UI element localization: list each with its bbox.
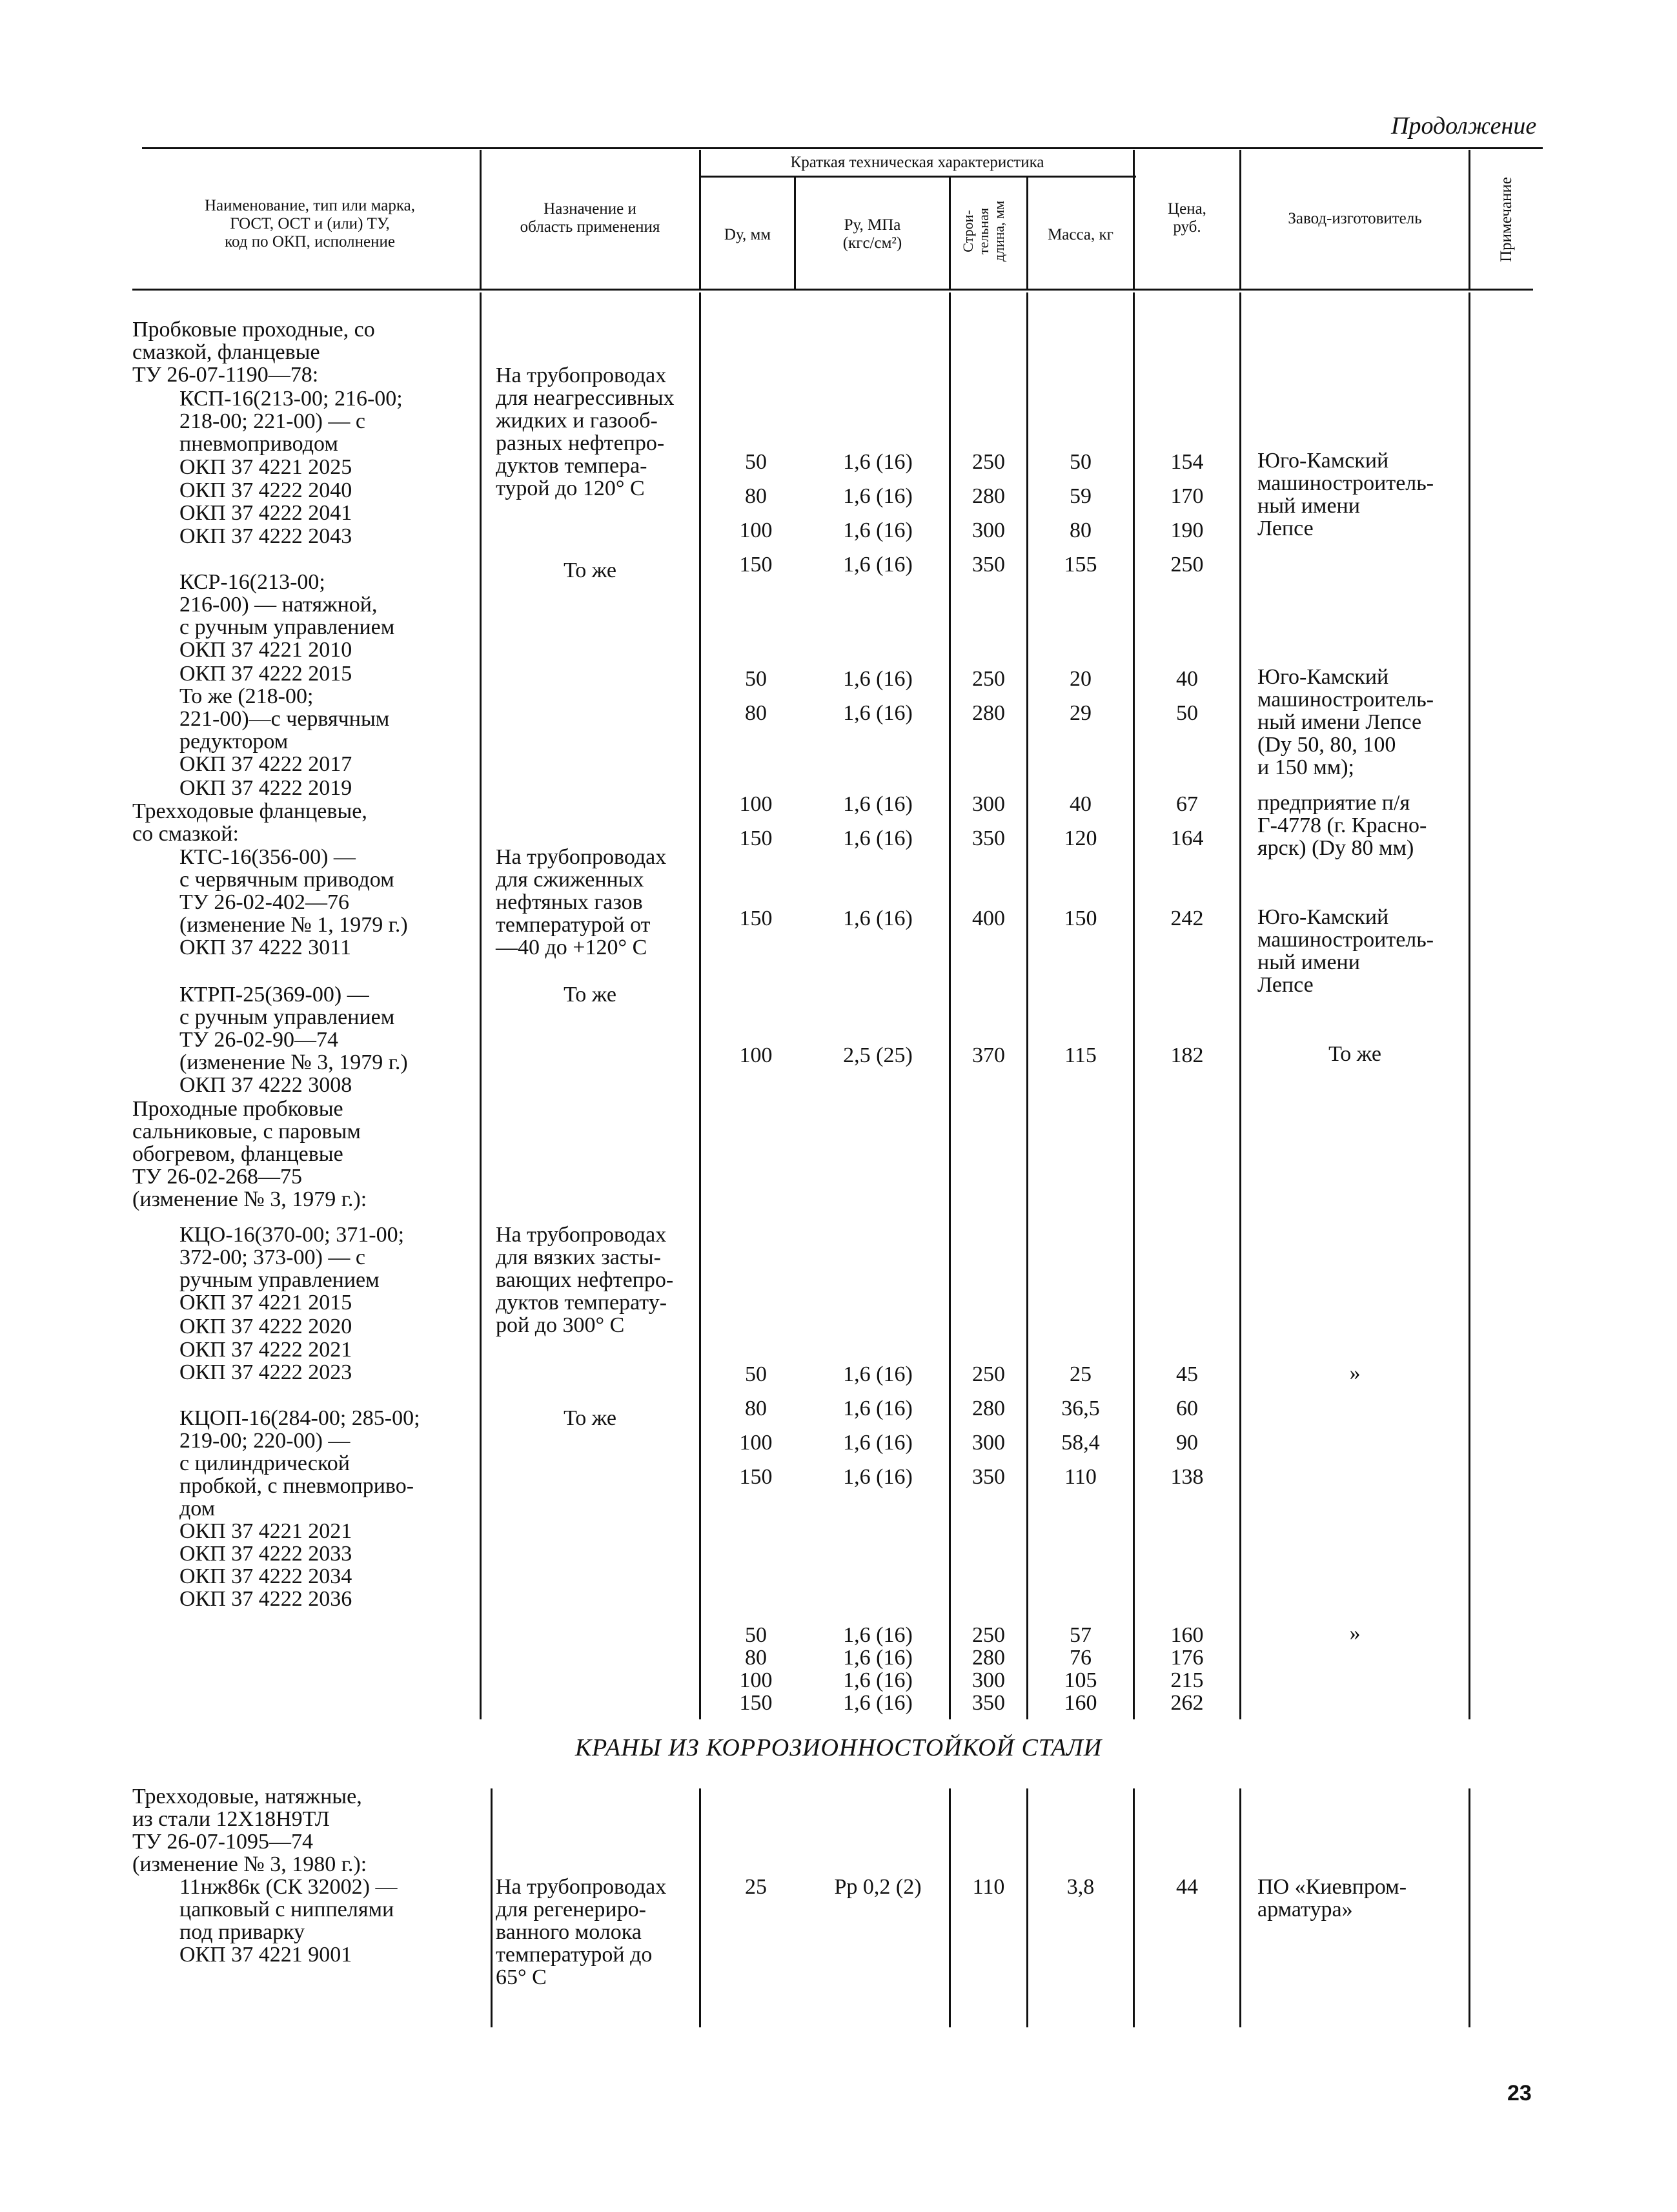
cell-py: 1,6 (16) <box>843 553 913 577</box>
item-name: Проходные пробковые сальниковые, с паровым обогревом, фланцевые ТУ 26-02-268—75 (изменение № 3, 1979 г.): <box>132 1097 367 1211</box>
cell-py: 2,5 (25) <box>843 1043 913 1067</box>
cell-dy: 150 <box>739 1465 773 1489</box>
cell-dy: 80 <box>745 484 767 508</box>
purpose-text: На трубопроводах для неагрессивных жидких и газооб- разных нефтепро- дуктов темпера- турой до 120° С <box>496 364 675 500</box>
section2-divider <box>949 1788 951 2027</box>
continuation-label: Продолжение <box>1391 112 1537 139</box>
cell-dy: 150 <box>739 1691 773 1715</box>
tech-group-rule <box>700 176 1136 178</box>
cell-mass: 110 <box>1064 1465 1097 1489</box>
header-purpose: Назначение и область применения <box>520 200 660 236</box>
cell-mass: 76 <box>1070 1646 1092 1670</box>
section2-divider <box>1239 1788 1241 2027</box>
cell-py: 1,6 (16) <box>843 1668 913 1692</box>
item-name: КТРП-25(369-00) — с ручным управлением ТУ 26-02-90—74 (изменение № 3, 1979 г.) ОКП 37 4222 3008 <box>179 982 408 1097</box>
cell-dy: 80 <box>745 701 767 725</box>
item-name: ОКП 37 4222 2040 <box>179 478 352 502</box>
cell-price: 242 <box>1170 906 1204 930</box>
cell-length: 350 <box>972 1465 1005 1489</box>
cell-mass: 105 <box>1064 1668 1097 1692</box>
item-name: КТС-16(356-00) — с червячным приводом ТУ 26-02-402—76 (изменение № 1, 1979 г.) ОКП 37 4222 3011 <box>179 845 408 959</box>
cell-mass: 50 <box>1070 450 1092 474</box>
cell-price: 182 <box>1170 1043 1204 1067</box>
body-divider <box>1469 292 1470 1719</box>
cell-py: 1,6 (16) <box>843 701 913 725</box>
section2-maker: ПО «Киевпром- арматура» <box>1257 1875 1407 1921</box>
cell-length: 280 <box>972 484 1005 508</box>
cell-mass: 115 <box>1064 1043 1097 1067</box>
section2-divider <box>491 1788 493 2027</box>
cell-dy: 100 <box>739 518 773 542</box>
cell-price: 154 <box>1170 450 1204 474</box>
cell-mass: 80 <box>1070 518 1092 542</box>
cell-py: 1,6 (16) <box>843 826 913 850</box>
item-name: КСР-16(213-00; 216-00) — натяжной, с ручным управлением ОКП 37 4221 2010 <box>179 569 395 662</box>
header-name: Наименование, тип или марка, ГОСТ, ОСТ и (или) ТУ, код по ОКП, исполнение <box>204 197 416 251</box>
header-top-rule <box>142 147 1543 149</box>
item-name: ОКП 37 4222 2023 <box>179 1360 352 1385</box>
cell-length: 350 <box>972 826 1005 850</box>
cell-mass: 29 <box>1070 701 1092 725</box>
cell-py: 1,6 (16) <box>843 1431 913 1455</box>
maker-text: Юго-Камский машиностроитель- ный имени Лепсе <box>1257 905 1434 997</box>
header-py: Pу, МПа (кгс/см²) <box>842 216 902 252</box>
cell-price: 67 <box>1176 792 1198 816</box>
cell-price: 170 <box>1170 484 1204 508</box>
section2-purpose: На трубопроводах для регенериро- ванного молока температурой до 65° С <box>496 1875 667 1989</box>
section2-name-detail: 11нж86к (СК 32002) — цапковый с ниппелями под приварку ОКП 37 4221 9001 <box>179 1875 398 1967</box>
cell-dy: 50 <box>745 1362 767 1386</box>
cell-length: 250 <box>972 450 1005 474</box>
cell-py: 1,6 (16) <box>843 450 913 474</box>
cell-py: 1,6 (16) <box>843 1623 913 1647</box>
item-name: ОКП 37 4222 2043 <box>179 524 352 548</box>
cell-length: 370 <box>972 1043 1005 1067</box>
cell-dy: 100 <box>739 1668 773 1692</box>
section2-length: 110 <box>972 1875 1005 1899</box>
section2-py: Pр 0,2 (2) <box>834 1875 922 1899</box>
cell-length: 280 <box>972 1397 1005 1420</box>
cell-length: 300 <box>972 1431 1005 1455</box>
cell-mass: 59 <box>1070 484 1092 508</box>
cell-length: 300 <box>972 518 1005 542</box>
cell-length: 350 <box>972 553 1005 577</box>
item-name: КЦОП-16(284-00; 285-00; 219-00; 220-00) — с цилиндрической пробкой, с пневмоприво- дом ОКП 37 4221 2021 ОКП 37 4222 2033 ОКП 37 4222 2034 ОКП 37 4222 2036 <box>179 1406 420 1612</box>
cell-length: 350 <box>972 1691 1005 1715</box>
cell-price: 45 <box>1176 1362 1198 1386</box>
item-name: ОКП 37 4222 2015 То же (218-00; 221-00)—с червячным редуктором ОКП 37 4222 2017 <box>179 661 390 776</box>
item-name: ОКП 37 4222 2041 <box>179 501 352 525</box>
cell-length: 250 <box>972 1362 1005 1386</box>
cell-mass: 57 <box>1070 1623 1092 1647</box>
header-mass: Масса, кг <box>1048 226 1113 243</box>
cell-dy: 150 <box>739 553 773 577</box>
item-name: ОКП 37 4222 2020 <box>179 1315 352 1339</box>
cell-py: 1,6 (16) <box>843 1465 913 1489</box>
item-name: ОКП 37 4222 2021 <box>179 1337 352 1362</box>
section-title: КРАНЫ ИЗ КОРРОЗИОННОСТОЙКОЙ СТАЛИ <box>574 1734 1103 1761</box>
section2-divider <box>1026 1788 1028 2027</box>
cell-length: 400 <box>972 906 1005 930</box>
section2-mass: 3,8 <box>1066 1875 1095 1899</box>
maker-text: Юго-Камский машиностроитель- ный имени Лепсе (Dу 50, 80, 100 и 150 мм); <box>1257 665 1434 779</box>
section2-dy: 25 <box>745 1875 767 1899</box>
section2-price: 44 <box>1176 1875 1198 1899</box>
header-length: Строи- тельная длина, мм <box>960 200 1007 262</box>
item-name: ОКП 37 4221 2025 <box>179 455 352 479</box>
maker-text: То же <box>1328 1042 1381 1066</box>
cell-py: 1,6 (16) <box>843 484 913 508</box>
cell-dy: 150 <box>739 826 773 850</box>
cell-py: 1,6 (16) <box>843 518 913 542</box>
cell-price: 50 <box>1176 701 1198 725</box>
cell-price: 164 <box>1170 826 1204 850</box>
header-dy: Dу, мм <box>724 226 771 243</box>
section2-divider <box>699 1788 701 2027</box>
cell-length: 280 <box>972 1646 1005 1670</box>
cell-mass: 155 <box>1064 553 1097 577</box>
cell-dy: 50 <box>745 1623 767 1647</box>
body-divider <box>1239 292 1241 1719</box>
item-name: Трехходовые фланцевые, со смазкой: <box>132 799 367 846</box>
cell-mass: 58,4 <box>1061 1431 1100 1455</box>
cell-price: 90 <box>1176 1431 1198 1455</box>
cell-price: 262 <box>1170 1691 1204 1715</box>
cell-price: 160 <box>1170 1623 1204 1647</box>
section2-divider <box>1133 1788 1135 2027</box>
maker-text: предприятие п/я Г-4778 (г. Красно- ярск) (Dу 80 мм) <box>1257 791 1427 860</box>
item-name: ОКП 37 4222 2019 <box>179 776 352 800</box>
purpose-text: На трубопроводах для вязких засты- вающих нефтепро- дуктов температу- рой до 300° С <box>496 1223 674 1338</box>
section2-divider <box>1469 1788 1470 2027</box>
cell-mass: 40 <box>1070 792 1092 816</box>
cell-length: 250 <box>972 667 1005 691</box>
section2-name: Трехходовые, натяжные, из стали 12Х18Н9ТЛ ТУ 26-07-1095—74 (изменение № 3, 1980 г.): <box>132 1785 367 1876</box>
header-note: Примечание <box>1498 177 1515 262</box>
cell-dy: 80 <box>745 1646 767 1670</box>
header-price: Цена, руб. <box>1168 200 1206 236</box>
maker-text: » <box>1349 1361 1361 1385</box>
cell-py: 1,6 (16) <box>843 1362 913 1386</box>
cell-length: 300 <box>972 792 1005 816</box>
cell-mass: 20 <box>1070 667 1092 691</box>
cell-py: 1,6 (16) <box>843 1646 913 1670</box>
cell-py: 1,6 (16) <box>843 792 913 816</box>
cell-price: 215 <box>1170 1668 1204 1692</box>
cell-length: 250 <box>972 1623 1005 1647</box>
cell-length: 280 <box>972 701 1005 725</box>
body-divider <box>480 292 482 1719</box>
purpose-text: На трубопроводах для сжиженных нефтяных газов температурой от —40 до +120° С <box>496 845 667 959</box>
cell-dy: 100 <box>739 1043 773 1067</box>
cell-mass: 150 <box>1064 906 1097 930</box>
cell-dy: 50 <box>745 450 767 474</box>
item-name: Пробковые проходные, со смазкой, фланцевые ТУ 26-07-1190—78: <box>132 318 375 387</box>
header-divider <box>1469 150 1470 289</box>
cell-dy: 80 <box>745 1397 767 1420</box>
header-divider <box>949 176 951 289</box>
cell-price: 40 <box>1176 667 1198 691</box>
item-name: КСП-16(213-00; 216-00; 218-00; 221-00) — с пневмоприводом <box>179 386 403 456</box>
cell-price: 250 <box>1170 553 1204 577</box>
cell-mass: 160 <box>1064 1691 1097 1715</box>
cell-price: 190 <box>1170 518 1204 542</box>
item-name: КЦО-16(370-00; 371-00; 372-00; 373-00) — с ручным управлением ОКП 37 4221 2015 <box>179 1223 405 1315</box>
cell-dy: 150 <box>739 906 773 930</box>
purpose-text: То же <box>564 558 616 582</box>
purpose-text: То же <box>564 982 616 1007</box>
purpose-text: То же <box>564 1406 616 1431</box>
maker-text: » <box>1349 1621 1361 1645</box>
cell-mass: 25 <box>1070 1362 1092 1386</box>
page-number: 23 <box>1507 2081 1532 2105</box>
cell-price: 176 <box>1170 1646 1204 1670</box>
cell-length: 300 <box>972 1668 1005 1692</box>
cell-mass: 36,5 <box>1061 1397 1100 1420</box>
header-bottom-rule <box>132 289 1533 291</box>
cell-dy: 100 <box>739 792 773 816</box>
cell-py: 1,6 (16) <box>843 906 913 930</box>
cell-dy: 100 <box>739 1431 773 1455</box>
cell-py: 1,6 (16) <box>843 1397 913 1420</box>
header-tech-group: Краткая техническая характеристика <box>790 154 1044 171</box>
cell-price: 60 <box>1176 1397 1198 1420</box>
maker-text: Юго-Камский машиностроитель- ный имени Лепсе <box>1257 449 1434 540</box>
header-maker: Завод-изготовитель <box>1288 210 1422 227</box>
cell-py: 1,6 (16) <box>843 667 913 691</box>
cell-mass: 120 <box>1064 826 1097 850</box>
cell-dy: 50 <box>745 667 767 691</box>
cell-py: 1,6 (16) <box>843 1691 913 1715</box>
cell-price: 138 <box>1170 1465 1204 1489</box>
